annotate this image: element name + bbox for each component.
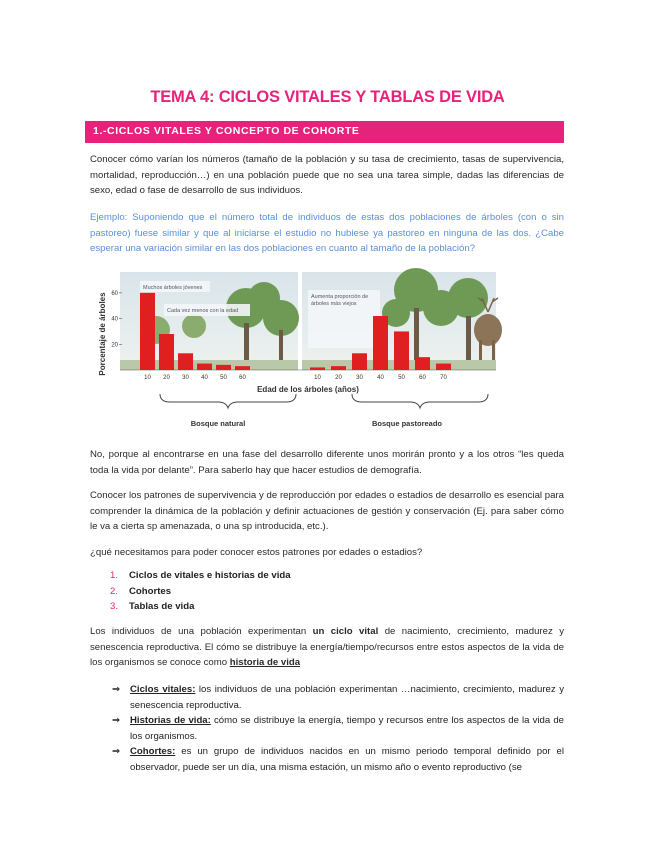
bar-pastoreado-50 <box>394 331 409 370</box>
note-left-1: Muchos árboles jóvenes <box>143 285 203 291</box>
paragraph-answer: No, porque al encontrarse en una fase del desarrollo diferente unos morirán pronto y a los otros “les queda toda la vida por delante”. Para saberlo hay que hacer estudios de demografía. <box>90 449 564 476</box>
note-left-2: Cada vez menos con la edad <box>167 308 239 314</box>
note-right: Aumenta proporción de árboles más viejos <box>311 294 369 307</box>
bullet-term: Cohortes: <box>130 746 176 757</box>
x-tick-label: 20 <box>163 375 170 381</box>
section-header: 1.-CICLOS VITALES Y CONCEPTO DE COHORTE <box>85 121 564 143</box>
paragraph-patterns: Conocer los patrones de supervivencia y de reproducción por edades o estadios de desarrollo es esencial para comprender la dinámica de la población y definir actuaciones de gestión y conservación (Ej. para saber cómo le va a cierta sp amenazada, o una sp introducida, etc.). <box>90 490 564 532</box>
x-tick-label: 50 <box>398 375 405 381</box>
list-number: 1. <box>110 570 119 581</box>
brace-left <box>160 394 296 408</box>
bullet-ciclos-vitales <box>112 682 564 713</box>
paragraph-life-cycle <box>90 624 564 671</box>
numbered-list <box>110 568 291 615</box>
x-tick-label: 30 <box>356 375 363 381</box>
list-item <box>110 584 291 600</box>
arrow-icon: ⇒ <box>112 715 121 726</box>
bullet-text: cómo se distribuye la energía, tiempo y recursos entre los aspectos de la vida de los organismos. <box>130 715 564 742</box>
paragraph-intro: Conocer cómo varían los números (tamaño de la población y su tasa de crecimiento, tasas de supervivencia, mortalidad, reproducción…) en una población puede que no sea una tarea simple, dadas las diferencias de sexo, edad o fase de desarrollo de sus individuos. <box>90 154 564 196</box>
bullet-term: Ciclos vitales: <box>130 684 196 695</box>
list-label: Ciclos de vitales e historias de vida <box>129 570 291 581</box>
bullet-cohortes <box>112 744 564 775</box>
x-axis-label: Edad de los árboles (años) <box>257 385 359 394</box>
arrow-icon: ⇒ <box>112 746 121 757</box>
x-tick-label: 20 <box>335 375 342 381</box>
x-tick-label: 10 <box>144 375 151 381</box>
label-bosque-natural: Bosque natural <box>190 419 246 428</box>
page-title: TEMA 4: CICLOS VITALES Y TABLAS DE VIDA <box>150 88 505 106</box>
list-label: Cohortes <box>129 585 172 597</box>
bar-pastoreado-30 <box>352 353 367 370</box>
x-tick-labels <box>144 375 447 381</box>
bar-natural-60 <box>235 366 250 370</box>
list-label: Tablas de vida <box>129 601 195 612</box>
y-axis-label: Porcentaje de árboles <box>98 292 107 376</box>
label-bosque-pastoreado: Bosque pastoreado <box>371 419 443 428</box>
x-tick-label: 60 <box>239 375 246 381</box>
p5-part-a: Los individuos de una población experimentan <box>90 626 313 637</box>
y-tick-label: 60 <box>111 290 118 297</box>
list-number: 3. <box>110 601 119 612</box>
bar-pastoreado-70 <box>436 364 451 370</box>
brace-right <box>352 394 488 408</box>
p5-part-c: de nacimiento, crecimiento, madurez y senescencia reproductiva. El cómo se distribuye la energía/tiempo/recursos entre estos aspectos de la vida de los organismos se conoce como <box>90 626 564 668</box>
p5-term-historia-de-vida: historia de vida <box>229 657 301 668</box>
bullet-term: Historias de vida: <box>130 715 211 726</box>
bar-natural-50 <box>216 365 231 370</box>
list-item <box>110 568 291 584</box>
bullet-historias-de-vida <box>112 713 564 744</box>
arrow-icon: ⇒ <box>112 684 121 695</box>
bullet-text: es un grupo de individuos nacidos en un mismo periodo temporal definido por el observador, puede ser un día, una misma estación, un mismo año o evento reproductivo (se <box>130 746 564 773</box>
example-text: Suponiendo que el número total de individuos de estas dos poblaciones de árboles (con o sin pastoreo) fuese similar y que al iniciarse el estudio no hubiese ya pastoreo en ninguna de las dos. ¿Cabe esperar una variación similar en las dos poblaciones en cuanto al tamaño de la población? <box>90 212 564 254</box>
bar-natural-20 <box>159 334 174 370</box>
bar-pastoreado-10 <box>310 367 325 370</box>
list-item <box>110 599 291 615</box>
bullet-text: los individuos de una población experimentan …nacimiento, crecimiento, madurez y senescencia reproductiva. <box>130 684 564 711</box>
list-number: 2. <box>110 585 119 597</box>
x-tick-label: 40 <box>201 375 208 381</box>
bar-chart-figure <box>96 268 516 438</box>
bar-natural-10 <box>140 293 155 370</box>
x-tick-label: 30 <box>182 375 189 381</box>
x-tick-label: 40 <box>377 375 384 381</box>
x-tick-label: 60 <box>419 375 426 381</box>
population-figure <box>96 268 516 438</box>
paragraph-question: ¿qué necesitamos para poder conocer estos patrones por edades o estadios? <box>90 547 423 558</box>
p5-term-ciclo-vital: un ciclo vital <box>312 626 379 637</box>
y-tick-label: 20 <box>111 342 118 349</box>
example-label: Ejemplo: <box>90 212 128 223</box>
bar-natural-30 <box>178 353 193 370</box>
bar-pastoreado-20 <box>331 366 346 370</box>
paragraph-example <box>90 210 564 257</box>
bar-natural-40 <box>197 364 212 370</box>
bar-pastoreado-60 <box>415 357 430 370</box>
x-tick-label: 10 <box>314 375 321 381</box>
y-tick-label: 40 <box>111 316 118 323</box>
x-tick-label: 50 <box>220 375 227 381</box>
x-tick-label: 70 <box>440 375 447 381</box>
bar-pastoreado-40 <box>373 316 388 370</box>
